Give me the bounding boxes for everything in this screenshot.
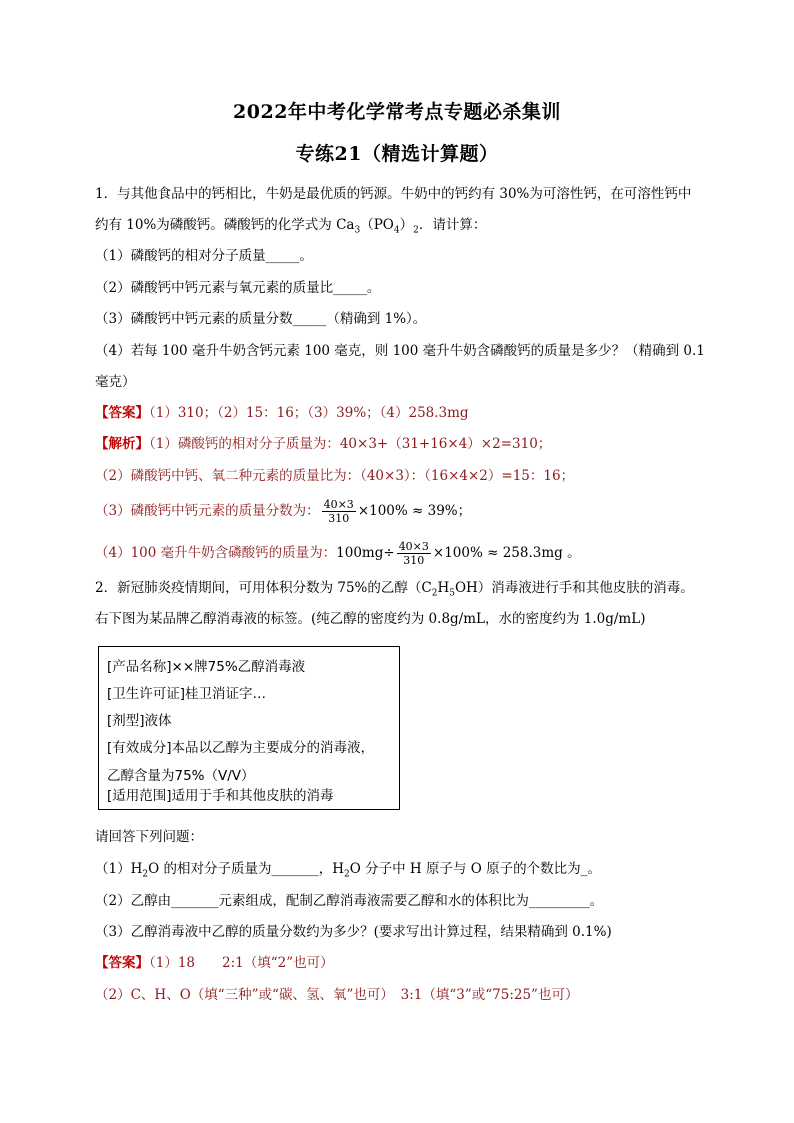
- q1-analysis-2: （2）磷酸钙中钙、氧二种元素的质量比为：（40×3）：（16×4×2）=15：16；: [95, 468, 575, 484]
- q1-stem-text-d: ．请计算：: [418, 217, 487, 233]
- q1-sub-4: 4: [393, 225, 400, 236]
- q2-part3: （3）乙醇消毒液中乙醇的质量分数约为多少？(要求写出计算过程，结果精确到 0.1%): [95, 924, 612, 940]
- q1-sub-3: 3: [354, 225, 361, 236]
- q1-stem-text-a: 约有 10%为磷酸钙。磷酸钙的化学式为 Ca: [95, 217, 355, 233]
- q1-analysis-3-suffix: ×100% ≈ 39%；: [357, 503, 472, 519]
- fraction-40x3-over-310: [322, 498, 356, 525]
- q2-prompt: 请回答下列问题：: [95, 829, 203, 845]
- q2-answer-1-text: （1）18 2:1（填“2”也可）: [149, 955, 334, 971]
- q2-sub-h2: 2: [142, 869, 149, 880]
- q2-sub-c2: 2: [431, 588, 438, 599]
- q1-stem-text-b: （PO: [360, 217, 394, 233]
- q1-analysis-3: [95, 498, 471, 525]
- q1-analysis-4-suffix: ×100% ≈ 258.3mg 。: [432, 545, 581, 561]
- q1-answer: [95, 403, 469, 423]
- label-line-1: [产品名称]××牌75%乙醇消毒液: [107, 659, 306, 675]
- fraction-40x3-over-310-b: [397, 540, 431, 567]
- q1-part1: （1）磷酸钙的相对分子质量_____。: [95, 248, 313, 264]
- q2-p1-text-c: O 分子中 H 原子与 O 原子的个数比为_。: [349, 861, 601, 877]
- q1-stem-line1: 1．与其他食品中的钙相比，牛奶是最优质的钙源。牛奶中的钙约有 30%为可溶性钙，在可溶性钙中: [95, 186, 692, 202]
- q2-p1-text-a: （1）H: [95, 861, 143, 877]
- q2-stem-line2: 右下图为某品牌乙醇消毒液的标签。(纯乙醇的密度约为 0.8g/mL，水的密度约为 1.0g/mL): [95, 611, 646, 627]
- q2-stem-text-c: OH）消毒液进行手和其他皮肤的消毒。: [454, 580, 694, 596]
- label-line-6: [适用范围]适用于手和其他皮肤的消毒: [107, 788, 334, 804]
- q1-part4-line1: （4）若每 100 毫升牛奶含钙元素 100 毫克，则 100 毫升牛奶含磷酸钙的质量是多少？（精确到 0.1: [95, 343, 705, 359]
- fraction-numerator: 40×3: [398, 540, 429, 553]
- label-line-3: [剂型]液体: [107, 713, 172, 729]
- q2-answer-1: [95, 953, 334, 973]
- product-label-box: [98, 646, 400, 810]
- q2-part2: （2）乙醇由_______元素组成，配制乙醇消毒液需要乙醇和水的体积比为_________。: [95, 893, 604, 909]
- answer-tag: 【答案】: [95, 405, 149, 421]
- q1-analysis-4-mid: 100mg÷: [336, 545, 395, 561]
- q1-stem-text-c: ）: [399, 217, 414, 233]
- q1-stem-line2: [95, 215, 486, 241]
- q2-sub-h2b: 2: [344, 869, 350, 880]
- q1-analysis-4: [95, 540, 581, 567]
- q1-answer-text: （1）310；（2）15：16；（3）39%；（4）258.3mg: [149, 405, 469, 421]
- fraction-numerator: 40×3: [323, 498, 354, 511]
- fraction-denominator: 310: [403, 554, 425, 567]
- q2-answer-2: （2）C、H、O（填“三种”或“碳、氢、氧”也可） 3:1（填“3”或“75:25”也可）: [95, 987, 579, 1003]
- q2-stem-text-a: 2．新冠肺炎疫情期间，可用体积分数为 75%的乙醇（C: [95, 580, 432, 596]
- answer-tag: 【答案】: [95, 955, 149, 971]
- document-subtitle: 专练21（精选计算题）: [295, 143, 499, 165]
- fraction-denominator: 310: [328, 512, 350, 525]
- q2-part1: [95, 859, 601, 885]
- q1-analysis-1: [95, 434, 551, 454]
- analysis-tag: 【解析】: [95, 436, 149, 452]
- q1-analysis-3-prefix: （3）磷酸钙中钙元素的质量分数为：: [95, 503, 320, 519]
- q2-stem-text-b: H: [437, 580, 450, 596]
- q1-part4-line2: 毫克）: [95, 374, 136, 390]
- q1-part3: （3）磷酸钙中钙元素的质量分数_____（精确到 1%）。: [95, 311, 427, 327]
- label-line-4: [有效成分]本品以乙醇为主要成分的消毒液，: [107, 740, 375, 756]
- label-line-5: 乙醇含量为75%（V/V）: [107, 768, 255, 784]
- q2-p1-text-b: O 的相对分子质量为_______，H: [148, 861, 344, 877]
- q2-sub-h5: 5: [449, 588, 455, 599]
- q1-part2: （2）磷酸钙中钙元素与氧元素的质量比_____。: [95, 280, 381, 296]
- q1-sub-2: 2: [413, 225, 419, 236]
- q1-analysis-4-prefix: （4）100 毫升牛奶含磷酸钙的质量为：: [95, 545, 337, 561]
- label-line-2: [卫生许可证]桂卫消证字…: [107, 686, 267, 702]
- q1-analysis-1-text: （1）磷酸钙的相对分子质量为：40×3+（31+16×4）×2=310；: [149, 436, 552, 452]
- q2-stem-line1: [95, 578, 694, 604]
- document-title: 2022年中考化学常考点专题必杀集训: [233, 101, 561, 123]
